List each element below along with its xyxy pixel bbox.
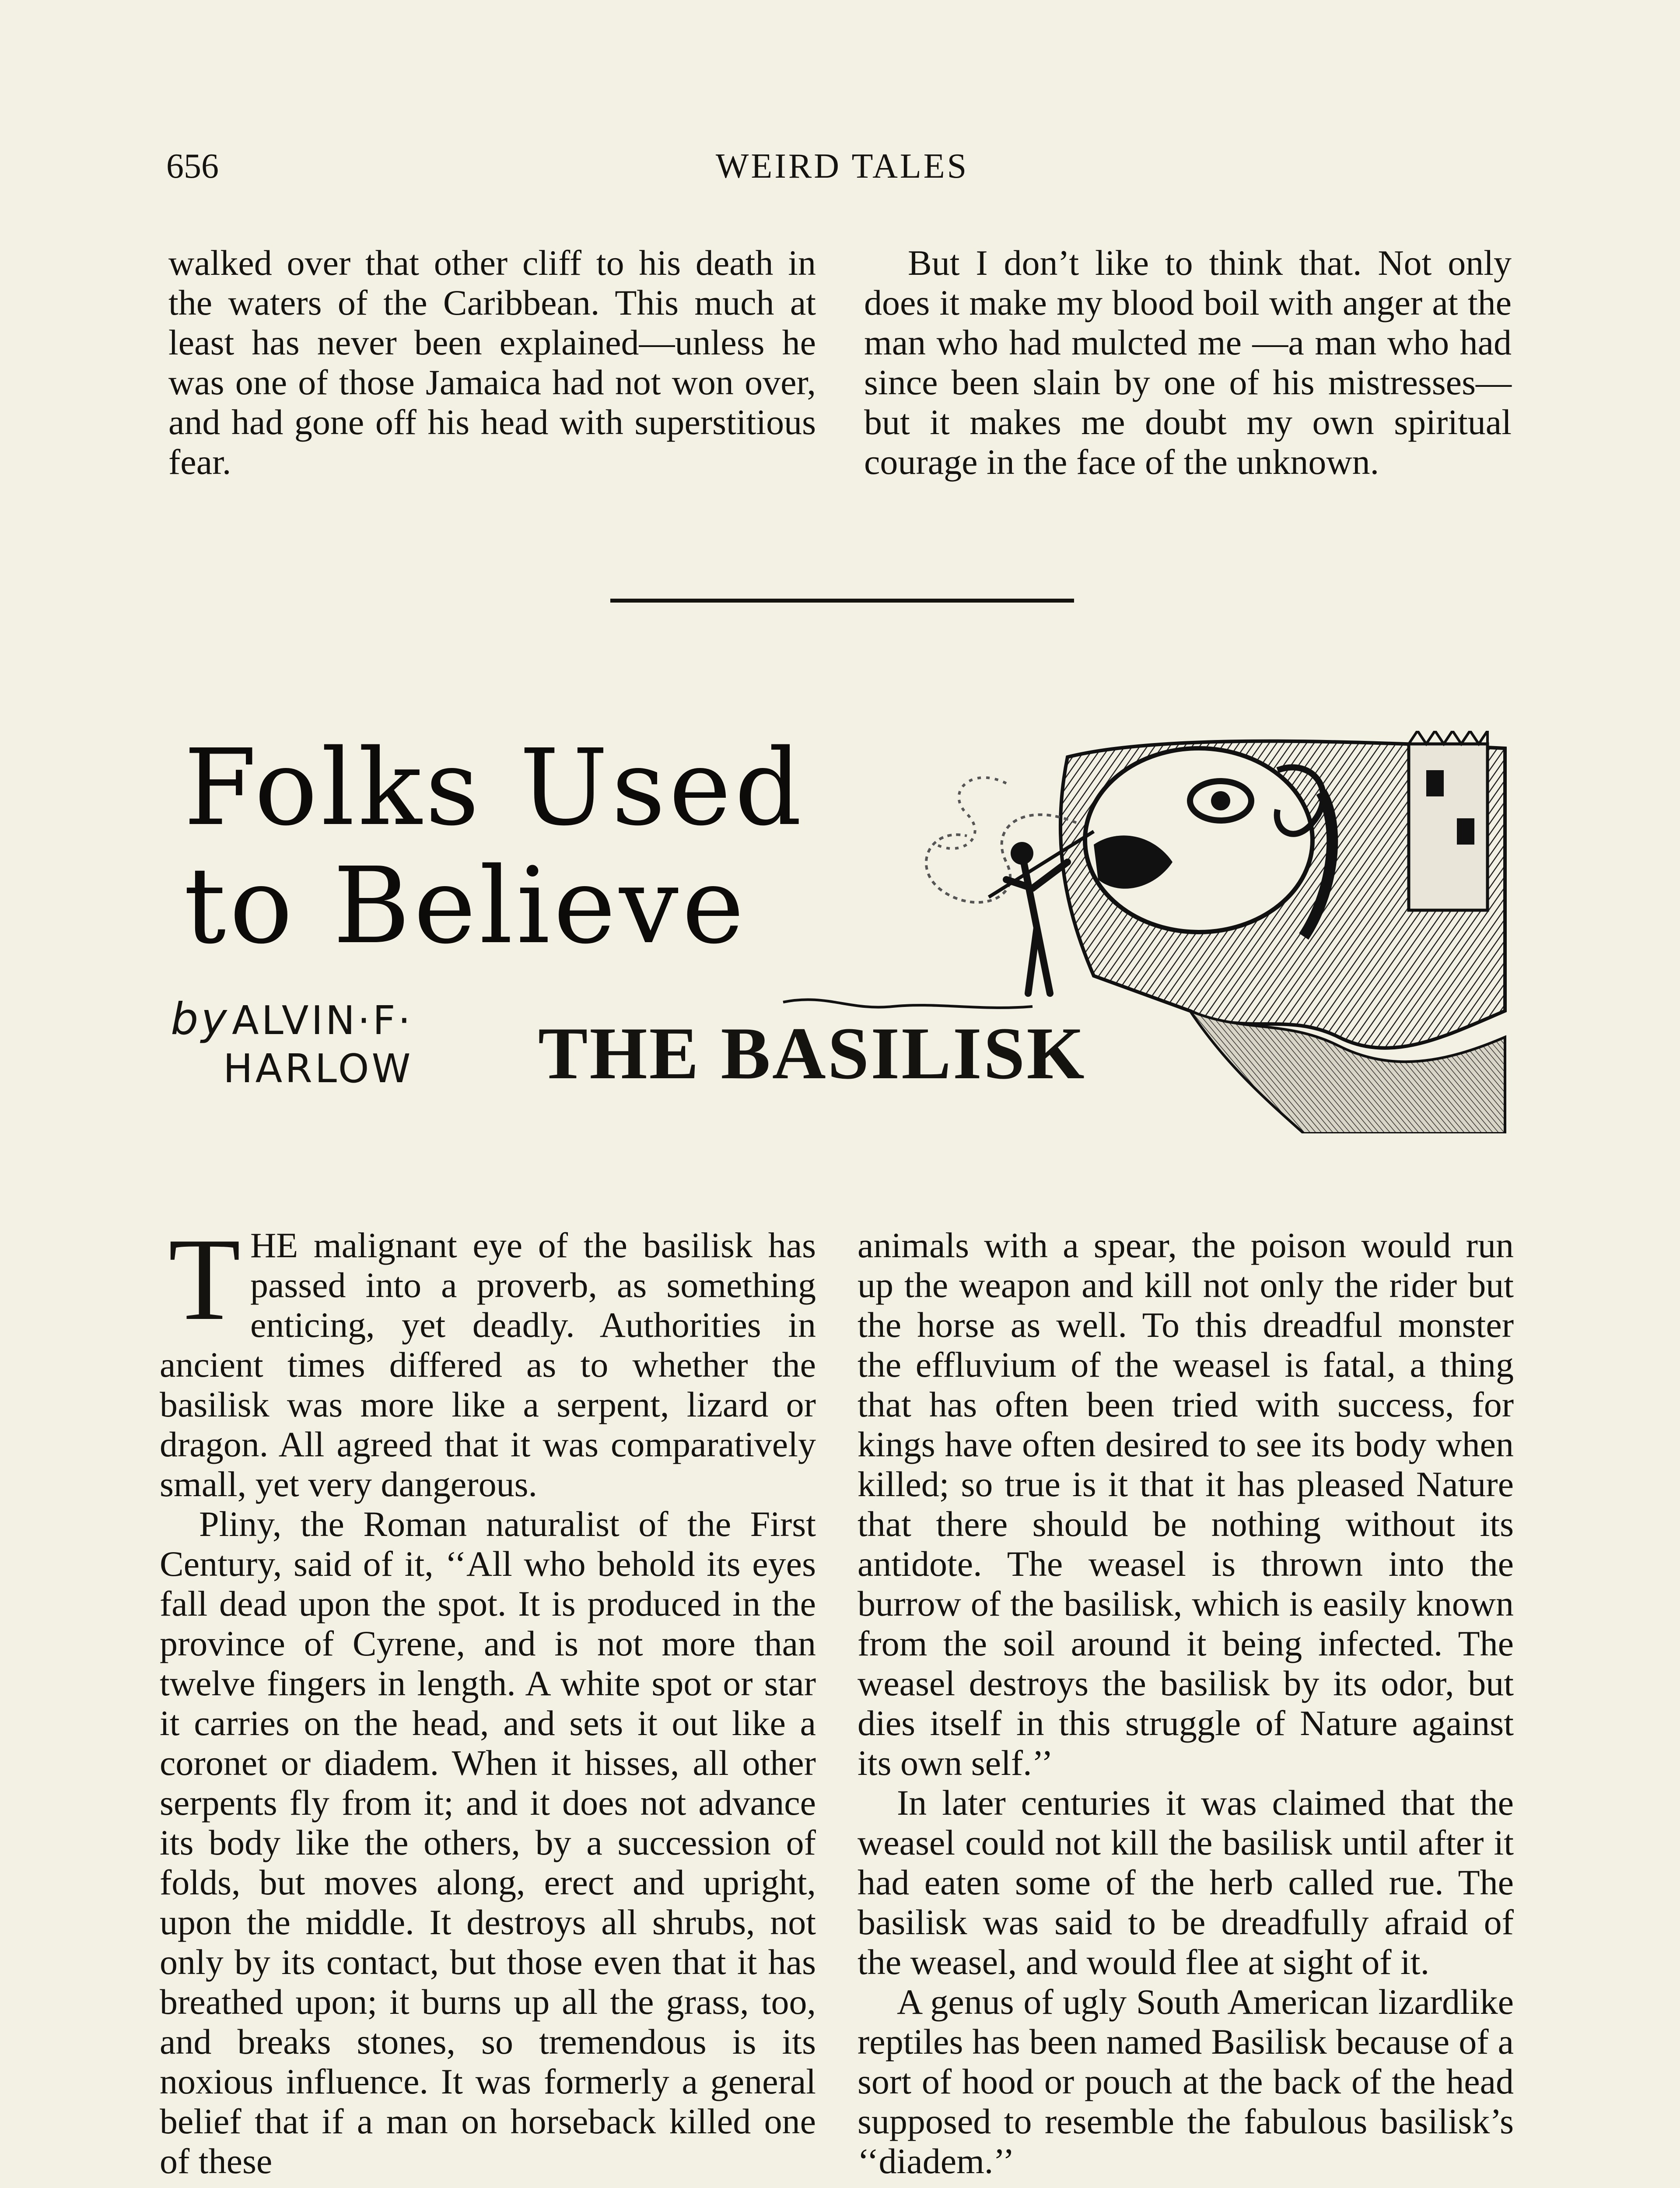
article-right-column — [858, 1225, 1514, 2181]
magazine-title: WEIRD TALES — [715, 147, 969, 186]
author-last-name: HARLOW — [223, 1046, 413, 1092]
paragraph: THE malignant eye of the basilisk has passed into a proverb, as something enticing, yet deadly. Authorities in ancient times differed as to whether the basilisk was more like a serpent, lizard or dragon. All agreed that it was comparatively small, yet very dangerous. — [160, 1214, 816, 1504]
feature-header — [166, 718, 1514, 1173]
drop-cap: T — [168, 1214, 241, 1345]
running-head — [166, 147, 1518, 195]
article-title: THE BASILISK — [538, 1012, 1086, 1094]
paragraph: A genus of ugly South American lizardlike reptiles has been named Basilisk because of a sort of hood or pouch at the back of the head supposed to resemble the fabulous basilisk’s ‘‘diadem.’’ — [858, 1982, 1514, 2181]
previous-story-end-right-column — [864, 243, 1512, 482]
article-left-column — [160, 1214, 816, 2181]
byline-by: by — [171, 993, 230, 1045]
author-first-name: ALVIN·F· — [232, 998, 413, 1044]
basilisk-illustration — [761, 731, 1514, 1133]
paragraph: But I don’t like to think that. Not only does it make my blood boil with anger at the man who had mulcted me —a man who had since been slain by one of his mistresses—but it makes me doubt my own spiritual courage in the face of the unknown. — [864, 243, 1512, 482]
castle-tower — [1409, 744, 1488, 910]
previous-story-end-left-column — [168, 243, 816, 482]
series-title-line-1: Folks Used — [184, 726, 805, 849]
page-number: 656 — [166, 147, 219, 186]
series-title-line-2: to Believe — [184, 845, 748, 967]
paragraph: animals with a spear, the poison would run up the weapon and kill not only the rider but the horse as well. To this dreadful monster the effluvium of the weasel is fatal, a thing that has often been tried with success, for kings have often desired to see its body when killed; so true is it that it has pleased Nature that there should be nothing without its antidote. The weasel is thrown into the burrow of the basilisk, which is easily known from the soil around it being infected. The weasel destroys the basilisk by its odor, but dies itself in this struggle of Nature against its own self.’’ — [858, 1225, 1514, 1783]
paragraph: Pliny, the Roman naturalist of the First Century, said of it, ‘‘All who behold its eyes fall dead upon the spot. It is produced in the province of Cyrene, and is not more than twelve fingers in length. A white spot or star it carries on the head, and sets it out like a coronet or diadem. When it hisses, all other serpents fly from it; and it does not advance its body like the others, by a succession of folds, but moves along, erect and upright, upon the middle. It destroys all shrubs, not only by its contact, but those even that it has breathed upon; it burns up all the grass, too, and breaks stones, so tremendous is its noxious influence. It was formerly a general belief that if a man on horseback killed one of these — [160, 1504, 816, 2181]
swirl-ornament — [783, 999, 1032, 1008]
section-divider-rule — [610, 599, 1074, 603]
paragraph: walked over that other cliff to his death in the waters of the Caribbean. This much at least has never been explained—unless he was one of those Jamaica had not won over, and had gone off his head with superstitious fear. — [168, 243, 816, 482]
paragraph: In later centuries it was claimed that the weasel could not kill the basilisk until after it had eaten some of the herb called rue. The basilisk was said to be dreadfully afraid of the weasel, and would flee at sight of it. — [858, 1783, 1514, 1982]
